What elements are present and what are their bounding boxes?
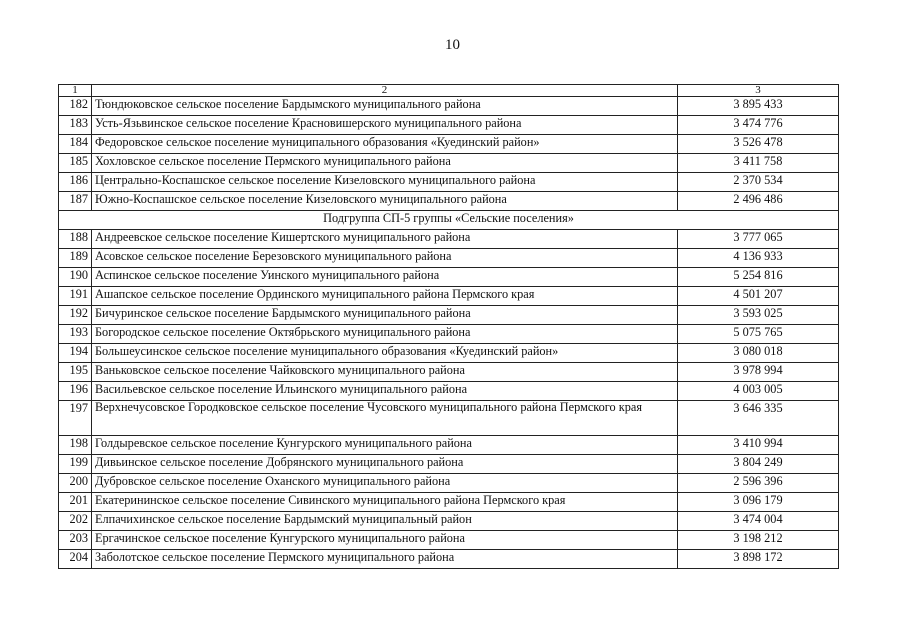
- table-row: [59, 493, 839, 512]
- column-number-1: 1: [59, 85, 92, 97]
- amount-value: 3 804 249: [678, 455, 839, 474]
- row-number: 184: [59, 135, 92, 154]
- table-row: [59, 436, 839, 455]
- settlement-name: Южно-Коспашское сельское поселение Кизеловского муниципального района: [92, 192, 678, 211]
- settlement-name: Усть-Язьвинское сельское поселение Красновишерского муниципального района: [92, 116, 678, 135]
- table-header-row: [59, 85, 839, 97]
- settlement-name: Богородское сельское поселение Октябрьского муниципального района: [92, 325, 678, 344]
- row-number: 190: [59, 268, 92, 287]
- amount-value: 3 898 172: [678, 550, 839, 569]
- settlement-name: Аспинское сельское поселение Уинского муниципального района: [92, 268, 678, 287]
- row-number: 196: [59, 382, 92, 401]
- table-row: [59, 116, 839, 135]
- row-number: 204: [59, 550, 92, 569]
- amount-value: 3 593 025: [678, 306, 839, 325]
- settlement-name: Федоровское сельское поселение муниципального образования «Куединский район»: [92, 135, 678, 154]
- settlement-name: Андреевское сельское поселение Кишертского муниципального района: [92, 230, 678, 249]
- table-row: [59, 474, 839, 493]
- table-row: [59, 512, 839, 531]
- settlement-name: Тюндюковское сельское поселение Бардымского муниципального района: [92, 97, 678, 116]
- amount-value: 3 895 433: [678, 97, 839, 116]
- row-number: 200: [59, 474, 92, 493]
- row-number: 189: [59, 249, 92, 268]
- amount-value: 3 410 994: [678, 436, 839, 455]
- settlement-name: Верхнечусовское Городковское сельское поселение Чусовского муниципального района Пермского края: [92, 401, 678, 436]
- settlement-name: Большеусинское сельское поселение муниципального образования «Куединский район»: [92, 344, 678, 363]
- row-number: 182: [59, 97, 92, 116]
- amount-value: 3 096 179: [678, 493, 839, 512]
- amount-value: 4 501 207: [678, 287, 839, 306]
- amount-value: 3 646 335: [678, 401, 839, 436]
- row-number: 187: [59, 192, 92, 211]
- row-number: 183: [59, 116, 92, 135]
- row-number: 194: [59, 344, 92, 363]
- page-number: 10: [445, 37, 460, 53]
- column-number-2: 2: [92, 85, 678, 97]
- settlement-name: Екатерининское сельское поселение Сивинского муниципального района Пермского края: [92, 493, 678, 512]
- settlement-name: Васильевское сельское поселение Ильинского муниципального района: [92, 382, 678, 401]
- table-row: [59, 306, 839, 325]
- row-number: 203: [59, 531, 92, 550]
- settlement-name: Асовское сельское поселение Березовского муниципального района: [92, 249, 678, 268]
- row-number: 193: [59, 325, 92, 344]
- table-row: [59, 287, 839, 306]
- settlement-name: Заболотское сельское поселение Пермского муниципального района: [92, 550, 678, 569]
- row-number: 199: [59, 455, 92, 474]
- amount-value: 4 003 005: [678, 382, 839, 401]
- settlement-name: Центрально-Коспашское сельское поселение Кизеловского муниципального района: [92, 173, 678, 192]
- subgroup-heading-row: [59, 211, 839, 230]
- table-row: [59, 344, 839, 363]
- amount-value: 5 254 816: [678, 268, 839, 287]
- amount-value: 2 370 534: [678, 173, 839, 192]
- row-number: 202: [59, 512, 92, 531]
- allocation-table: [58, 84, 839, 569]
- column-number-3: 3: [678, 85, 839, 97]
- amount-value: 3 411 758: [678, 154, 839, 173]
- settlement-name: Елпачихинское сельское поселение Бардымский муниципальный район: [92, 512, 678, 531]
- table-row: [59, 325, 839, 344]
- table-row: [59, 97, 839, 116]
- amount-value: 3 474 776: [678, 116, 839, 135]
- row-number: 192: [59, 306, 92, 325]
- row-number: 186: [59, 173, 92, 192]
- table-row: [59, 550, 839, 569]
- settlement-name: Дивьинское сельское поселение Добрянского муниципального района: [92, 455, 678, 474]
- settlement-name: Ашапское сельское поселение Ординского муниципального района Пермского края: [92, 287, 678, 306]
- subgroup-title: Подгруппа СП-5 группы «Сельские поселения»: [59, 211, 839, 230]
- amount-value: 5 075 765: [678, 325, 839, 344]
- table-row: [59, 135, 839, 154]
- amount-value: 4 136 933: [678, 249, 839, 268]
- row-number: 201: [59, 493, 92, 512]
- settlement-name: Хохловское сельское поселение Пермского муниципального района: [92, 154, 678, 173]
- table-row: [59, 154, 839, 173]
- settlement-name: Ваньковское сельское поселение Чайковского муниципального района: [92, 363, 678, 382]
- amount-value: 2 496 486: [678, 192, 839, 211]
- amount-value: 2 596 396: [678, 474, 839, 493]
- row-number: 198: [59, 436, 92, 455]
- row-number: 185: [59, 154, 92, 173]
- row-number: 191: [59, 287, 92, 306]
- table-row: [59, 401, 839, 436]
- settlement-name: Голдыревское сельское поселение Кунгурского муниципального района: [92, 436, 678, 455]
- settlement-name: Бичуринское сельское поселение Бардымского муниципального района: [92, 306, 678, 325]
- table-row: [59, 268, 839, 287]
- settlement-name: Ергачинское сельское поселение Кунгурского муниципального района: [92, 531, 678, 550]
- settlement-name: Дубровское сельское поселение Оханского муниципального района: [92, 474, 678, 493]
- table-row: [59, 249, 839, 268]
- table-row: [59, 382, 839, 401]
- row-number: 195: [59, 363, 92, 382]
- table-row: [59, 173, 839, 192]
- amount-value: 3 080 018: [678, 344, 839, 363]
- amount-value: 3 474 004: [678, 512, 839, 531]
- table-row: [59, 363, 839, 382]
- row-number: 197: [59, 401, 92, 436]
- table-row: [59, 192, 839, 211]
- amount-value: 3 978 994: [678, 363, 839, 382]
- amount-value: 3 198 212: [678, 531, 839, 550]
- amount-value: 3 526 478: [678, 135, 839, 154]
- amount-value: 3 777 065: [678, 230, 839, 249]
- table-row: [59, 455, 839, 474]
- table-row: [59, 230, 839, 249]
- row-number: 188: [59, 230, 92, 249]
- table-row: [59, 531, 839, 550]
